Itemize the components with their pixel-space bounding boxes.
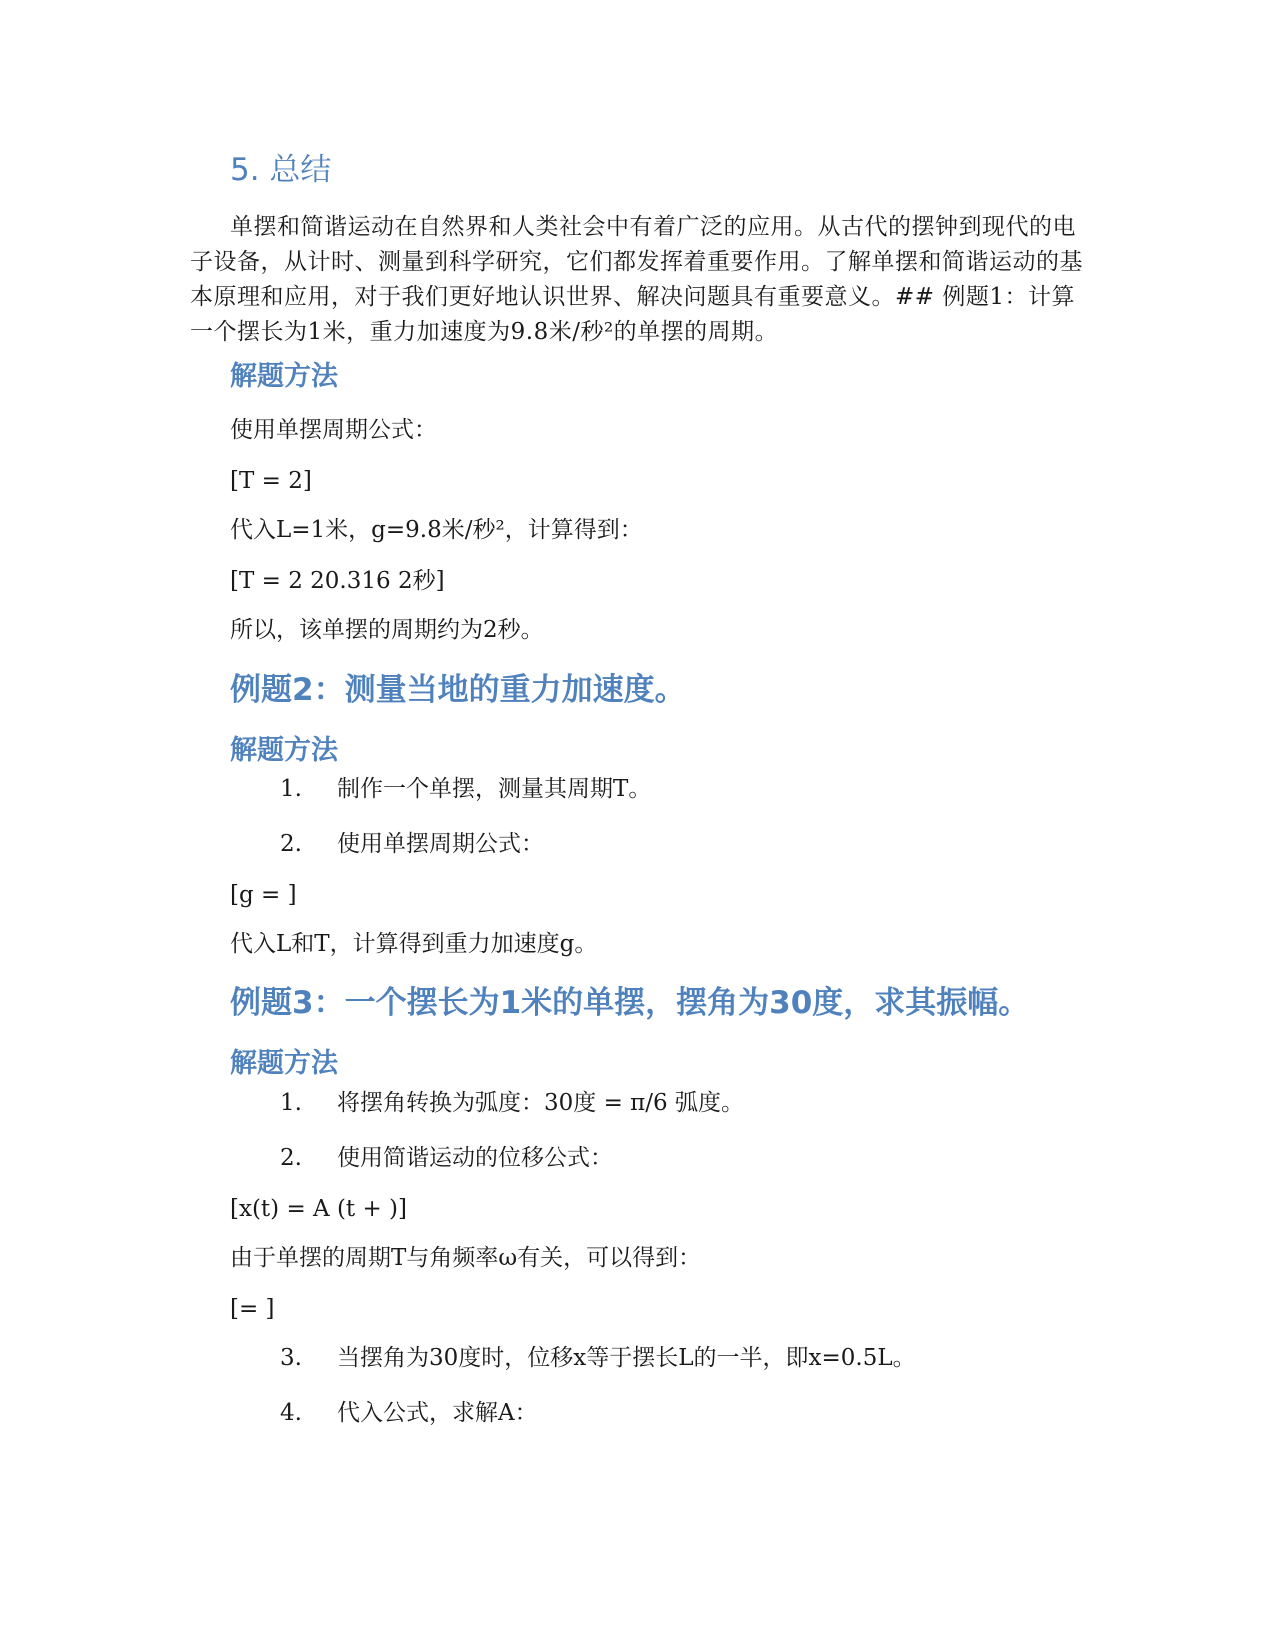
ex3-list-item-4 [280,1397,538,1429]
ex2-formula-1: [g = ] [230,882,297,908]
list-text: 制作一个单摆，测量其周期T。 [337,776,652,802]
ex3-line-1: 由于单摆的周期T与角频率ω有关，可以得到： [230,1245,702,1271]
ex1-formula-1: [T = 2] [230,468,312,494]
list-text: 使用简谐运动的位移公式： [337,1145,613,1171]
ex2-list-item-1 [280,773,651,805]
summary-paragraph-text: 单摆和简谐运动在自然界和人类社会中有着广泛的应用。从古代的摆钟到现代的电子设备，从计时、测量到科学研究，它们都发挥着重要作用。了解单摆和简谐运动的基本原理和应用，对于我们更好地认识世界、解决问题具有重要意义。## 例题1：计算一个摆长为1米，重力加速度为9.8米/秒²的单摆的周期。 [190,214,1083,345]
ex1-line-3: 所以，该单摆的周期约为2秒。 [230,617,544,643]
ex1-line-2: 代入L=1米，g=9.8米/秒²，计算得到： [230,517,643,543]
summary-heading: 5. 总结 [230,152,332,188]
list-number: 4. [280,1400,302,1426]
ex3-list-item-1 [280,1087,744,1119]
list-number: 2. [280,831,302,857]
ex2-method-heading: 解题方法 [230,735,338,766]
list-number: 2. [280,1145,302,1171]
ex3-list-item-2 [280,1142,613,1174]
ex1-line-1: 使用单摆周期公式： [230,417,437,443]
list-text: 将摆角转换为弧度：30度 = π/6 弧度。 [337,1090,744,1116]
ex1-method-heading: 解题方法 [230,361,338,392]
ex3-formula-2: [= ] [230,1296,275,1322]
ex3-list-item-3 [280,1342,916,1374]
ex2-list-item-2 [280,828,544,860]
ex3-method-heading: 解题方法 [230,1048,338,1079]
list-number: 1. [280,1090,302,1116]
list-text: 当摆角为30度时，位移x等于摆长L的一半，即x=0.5L。 [337,1345,916,1371]
list-text: 使用单摆周期公式： [337,831,544,857]
summary-paragraph [190,210,1090,350]
ex2-heading: 例题2：测量当地的重力加速度。 [230,672,686,708]
list-number: 1. [280,776,302,802]
ex1-formula-2: [T = 2 20.316 2秒] [230,568,445,594]
ex3-heading: 例题3：一个摆长为1米的单摆，摆角为30度，求其振幅。 [230,985,1030,1021]
list-text: 代入公式，求解A： [337,1400,538,1426]
ex2-line-1: 代入L和T，计算得到重力加速度g。 [230,931,598,957]
ex3-formula-1: [x(t) = A (t + )] [230,1196,408,1222]
list-number: 3. [280,1345,302,1371]
